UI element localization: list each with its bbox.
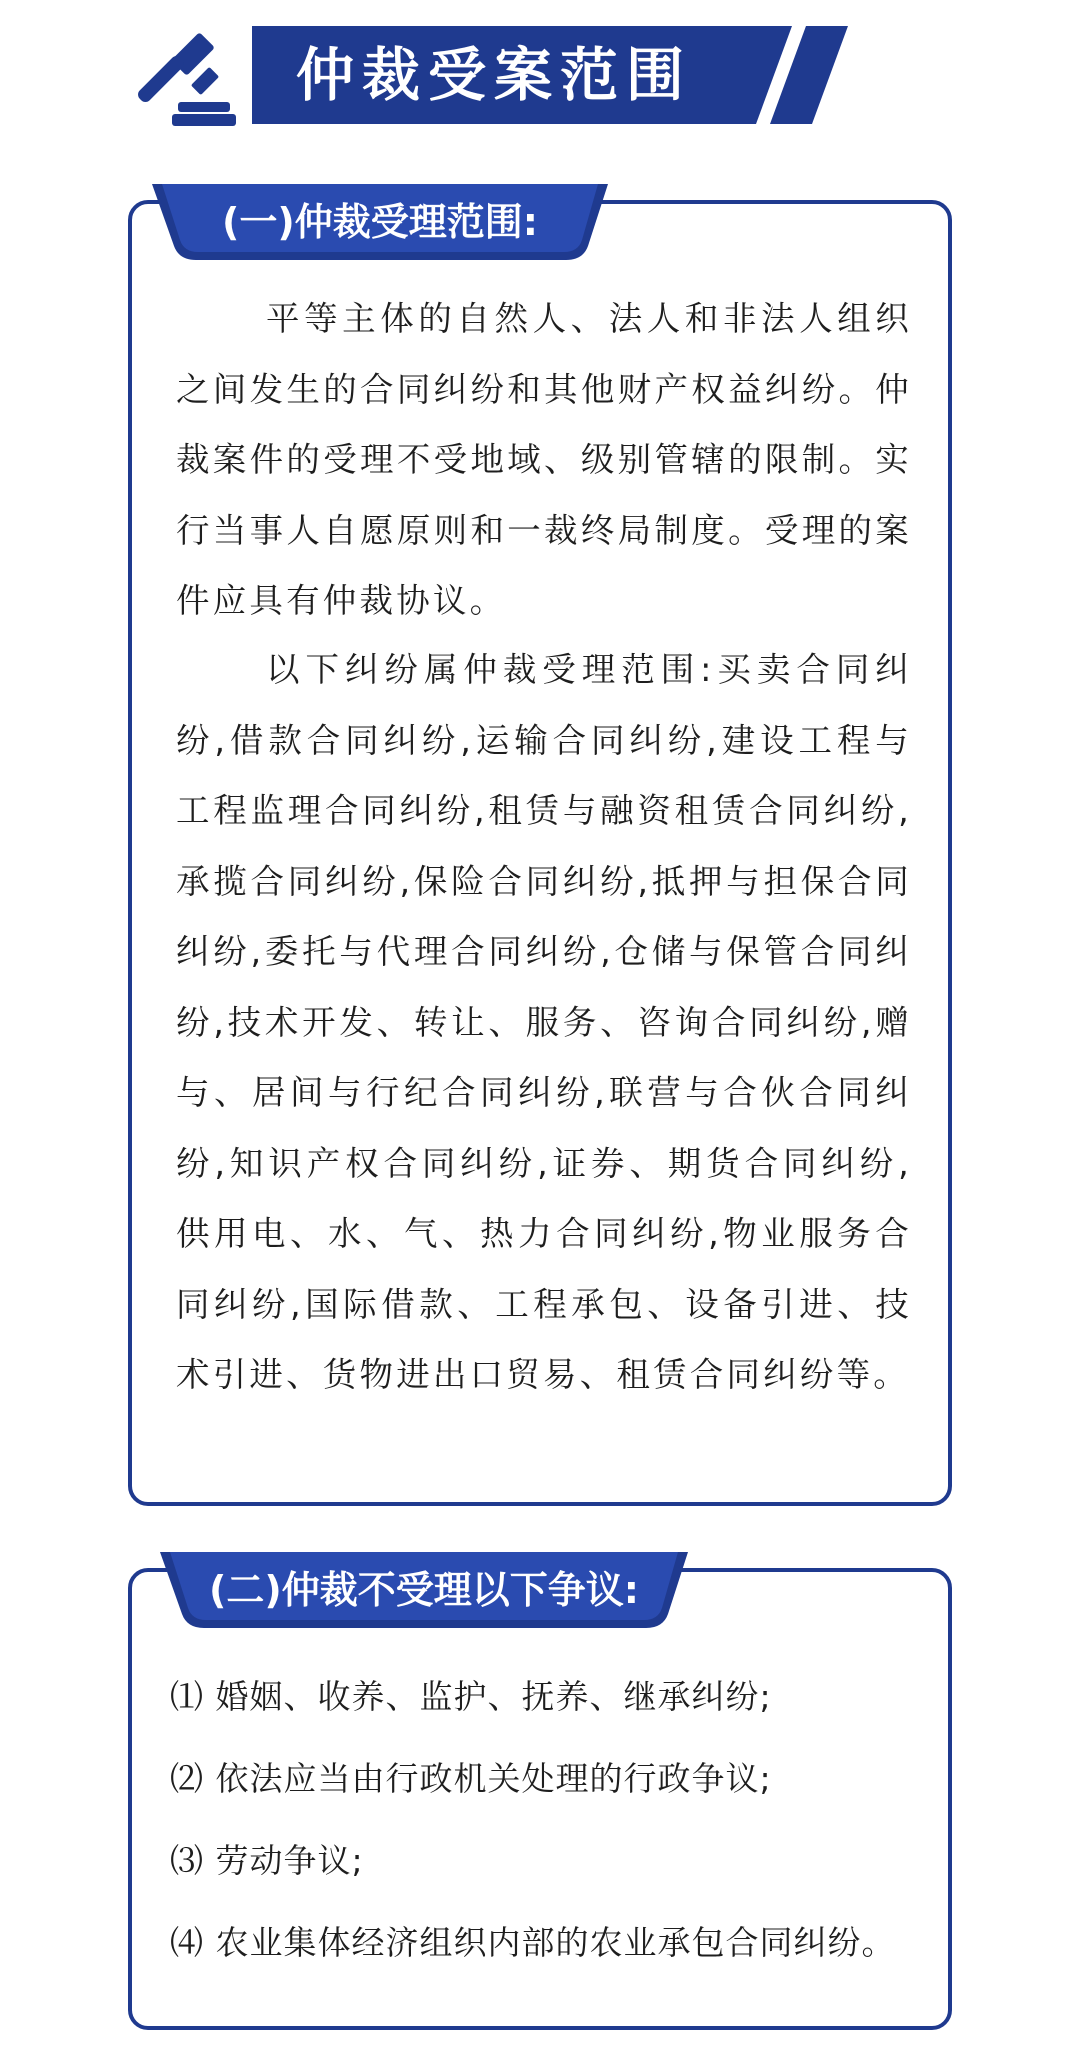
exclusion-list [170, 1656, 940, 1984]
page-title: 仲裁受案范围 [296, 41, 693, 109]
section-tab-acceptance [152, 184, 608, 264]
gavel-icon [128, 28, 240, 128]
list-item: ⑷ 农业集体经济组织内部的农业承包合同纠纷。 [170, 1923, 896, 1962]
title-stripe [768, 26, 848, 124]
title-banner [252, 26, 792, 124]
paragraph: 平等主体的自然人、法人和非法人组织之间发生的合同纠纷和其他财产权益纠纷。仲裁案件的受理不受地域、级别管辖的限制。实行当事人自愿原则和一裁终局制度。受理的案件应具有仲裁协议。 [176, 299, 912, 620]
paragraph: 以下纠纷属仲裁受理范围:买卖合同纠纷,借款合同纠纷,运输合同纠纷,建设工程与工程监理合同纠纷,租赁与融资租赁合同纠纷,承揽合同纠纷,保险合同纠纷,抵押与担保合同纠纷,委托与代理合同纠纷,仓储与保管合同纠纷,技术开发、转让、服务、咨询合同纠纷,赠与、居间与行纪合同纠纷,联营与合伙合同纠纷,知识产权合同纠纷,证券、期货合同纠纷,供用电、水、气、热力合同纠纷,物业服务合同纠纷,国际借款、工程承包、设备引进、技术引进、货物进出口贸易、租赁合同纠纷等。 [176, 650, 912, 1394]
section-heading: (二)仲裁不受理以下争议: [209, 1568, 639, 1612]
section-tab-exclusions [160, 1552, 688, 1632]
section-heading: (一)仲裁受理范围: [222, 200, 538, 244]
list-item: ⑵ 依法应当由行政机关处理的行政争议; [170, 1759, 772, 1798]
list-item: ⑴ 婚姻、收养、监护、抚养、继承纠纷; [170, 1677, 772, 1716]
list-item: ⑶ 劳动争议; [170, 1841, 364, 1880]
